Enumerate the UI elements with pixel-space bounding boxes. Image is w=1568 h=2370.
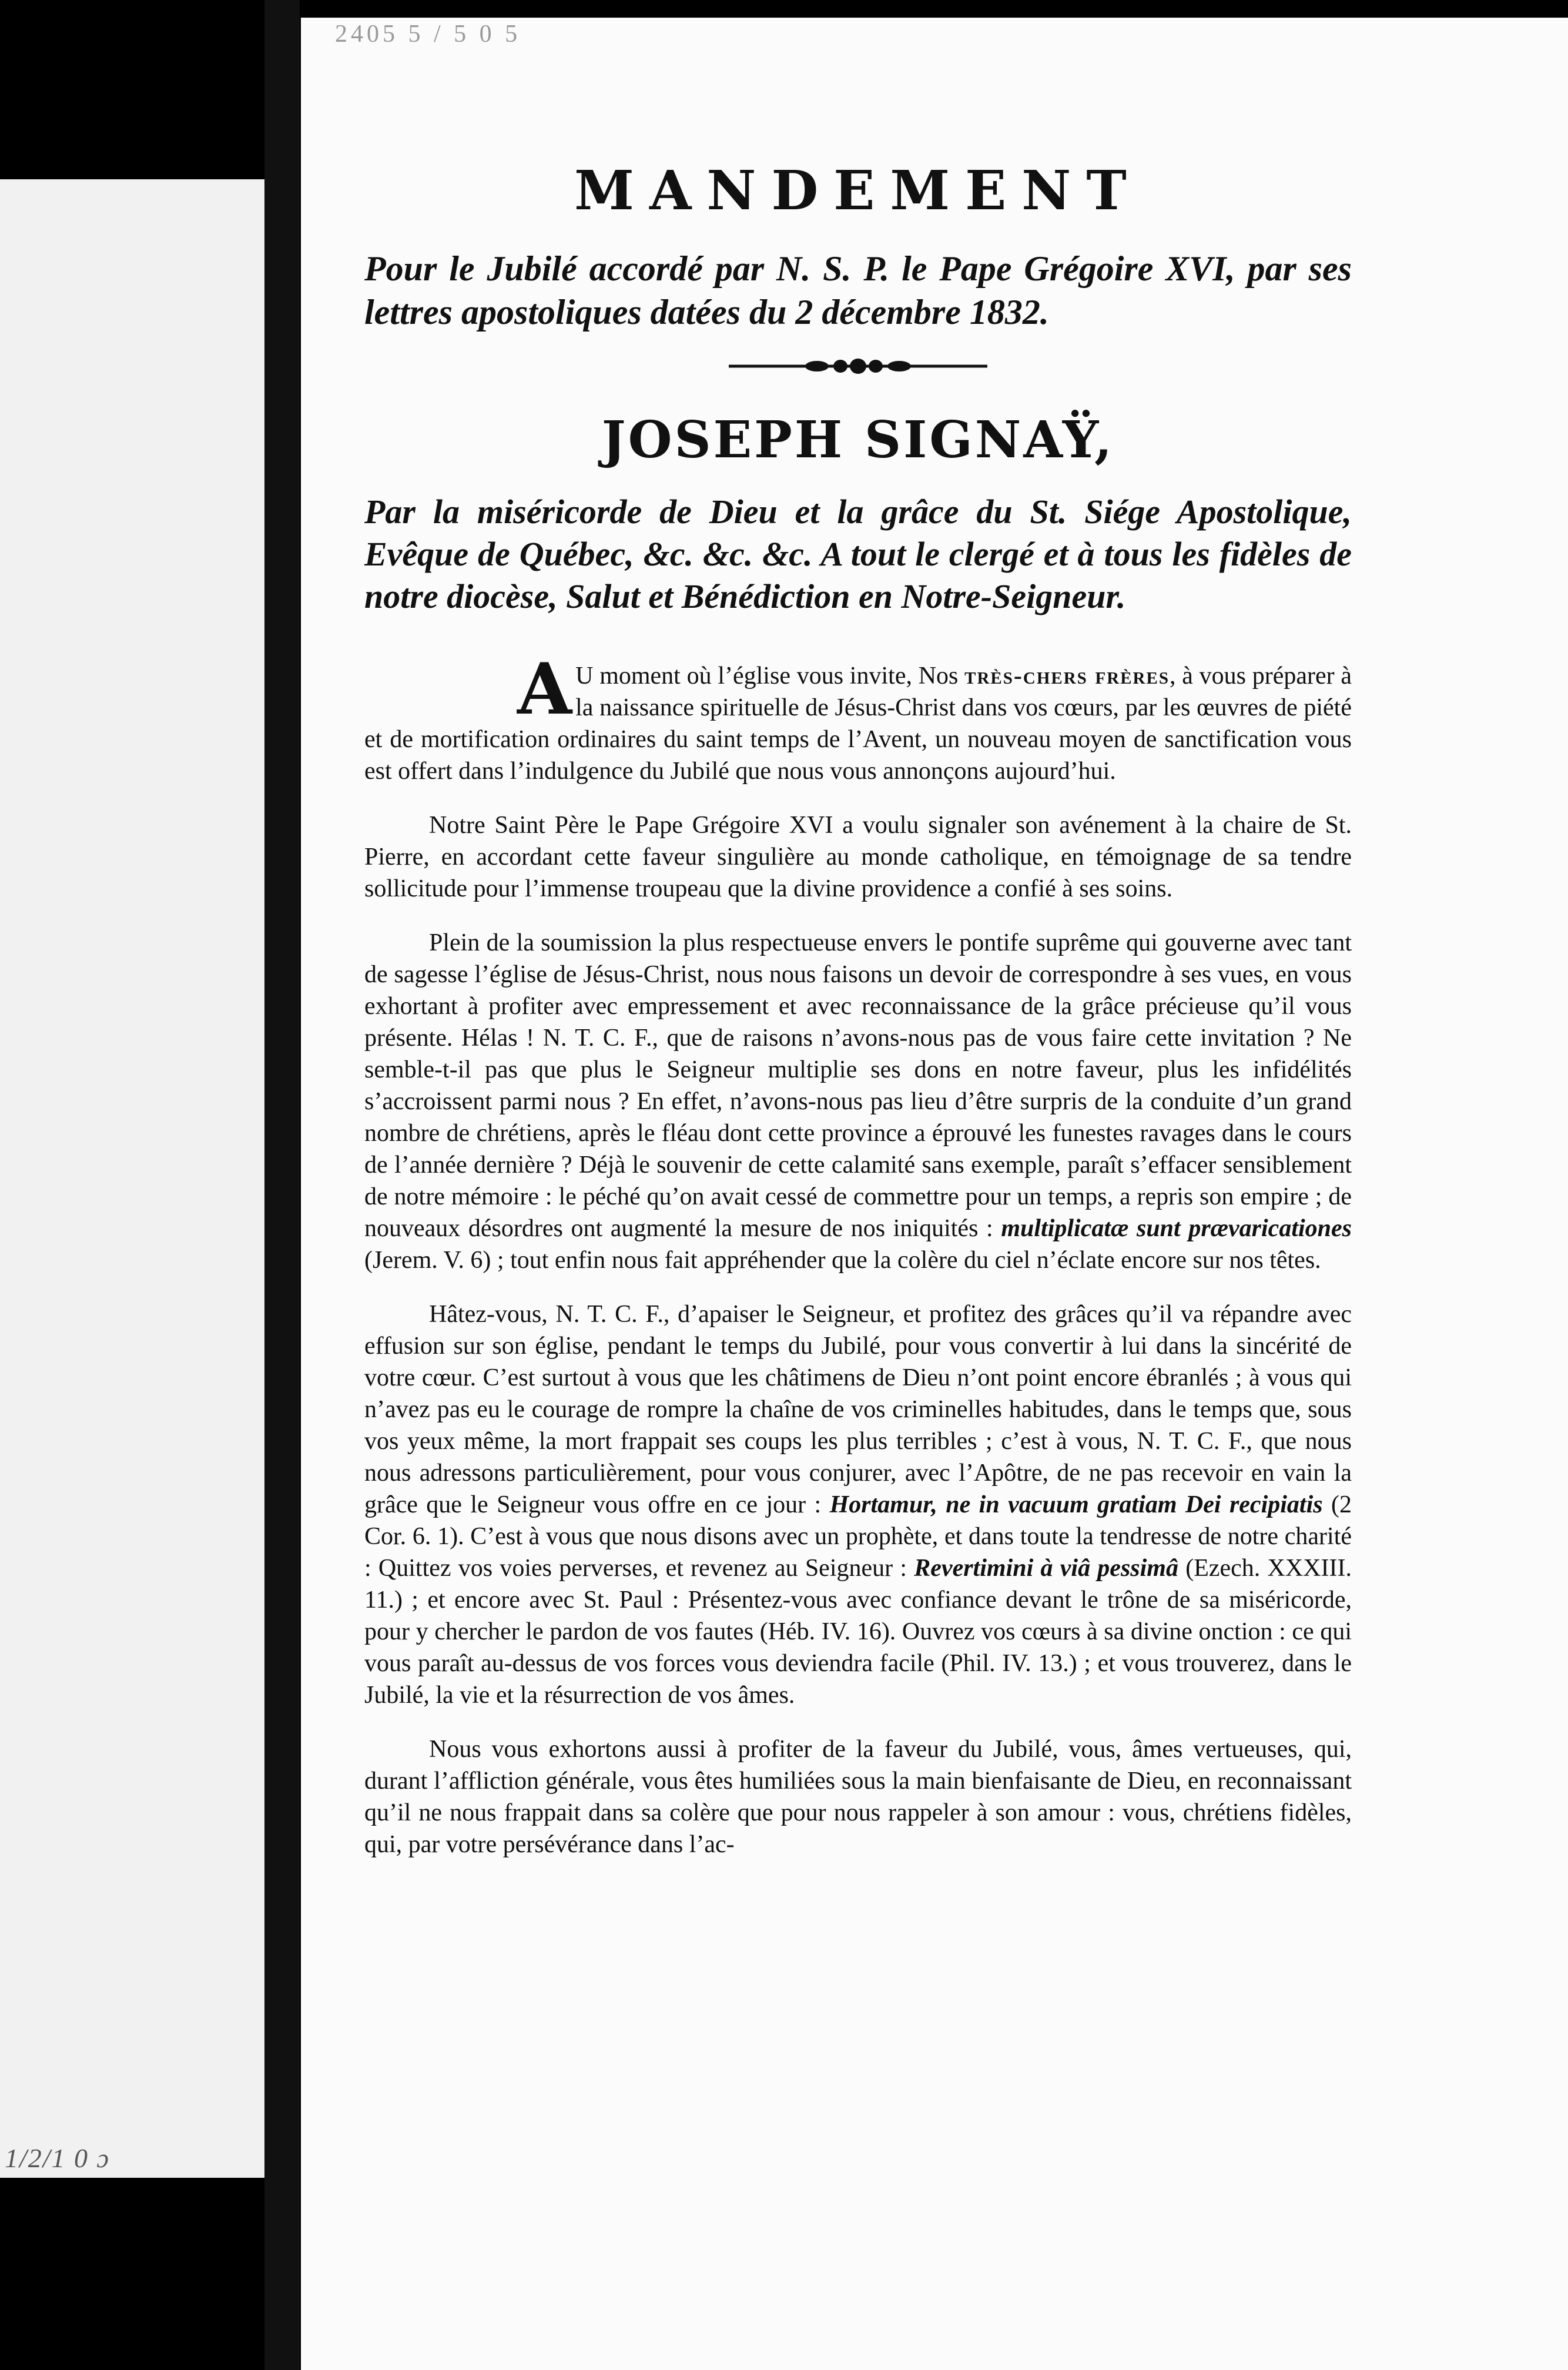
text-run: , à vous préparer à la naissance spirituelle de Jésus-Christ dans vos cœurs, par les œuvres de piété et de mortification ordinaires du saint temps de l’Avent, un nouveau moyen de sanctification vous est offert dans l’indulgence du Jubilé que nous vous annonçons aujourd’hui. — [364, 662, 1352, 785]
text-run: (Jerem. V. 6) ; tout enfin nous fait appréhender que la colère du ciel n’éclate encore sur nos têtes. — [364, 1247, 1321, 1274]
archive-reference: 2405 5 / 5 0 5 — [335, 21, 521, 48]
paragraph: Notre Saint Père le Pape Grégoire XVI a voulu signaler son avénement à la chaire de St. Pierre, en accordant cette faveur singulière au monde catholique, en témoignage de sa tendre sollicitude pour l’immense troupeau que la divine providence a confié à ses soins. — [364, 812, 1352, 902]
adjacent-page — [0, 179, 264, 2178]
text-run: Plein de la soumission la plus respectueuse envers le pontife suprême qui gouverne avec tant de sagesse l’église de Jésus-Christ, nous nous faisons un devoir de correspondre à ses vues, en vous exhortant à profiter avec empressement et avec reconnaissance de la grâce précieuse qu’il vous présente. Hélas ! N. T. C. F., que de raisons n’avons-nous pas de vous faire cette invitation ? Ne semble-t-il pas que plus le Seigneur multiplie ses dons en notre faveur, plus les infidélités s’accroissent parmi nous ? En effet, n’avons-nous pas lieu d’être surpris de la conduite d’un grand nombre de chrétiens, après le fléau dont cette province a éprouvé les funestes ravages dans le cours de l’année dernière ? Déjà le souvenir de cette calamité sans exemple, paraît s’effacer sensiblement de notre mémoire : le péché qu’on avait cessé de commettre pour un temps, a repris son empire ; de nouveaux désordres ont augmenté la mesure de nos iniquités : — [364, 929, 1352, 1242]
bishop-name: JOSEPH SIGNAŸ, — [601, 410, 1115, 470]
binding-shadow — [264, 0, 300, 2370]
text-run: U moment où l’église vous invite, Nos — [575, 662, 965, 689]
bishop-address: Par la miséricorde de Dieu et la grâce du St. Siége Apostolique, Evêque de Québec, &c. &c. &c. A tout le clergé et à tous les fidèles de notre diocèse, Salut et Bénédiction en Notre-Seigneur. — [364, 493, 1352, 615]
text-run: (Ezech. XXXIII. 11.) ; et encore avec St. Paul : Présentez-vous avec confiance devant le trône de sa miséricorde, pour y chercher le pardon de vos fautes (Héb. IV. 16). Ouvrez vos cœurs à sa divine onction : ce qui vous paraît au-dessus de vos forces vous deviendra facile (Phil. IV. 13.) ; et vous trouverez, dans le Jubilé, la vie et la résurrection de vos âmes. — [364, 1555, 1352, 1709]
latin-quote: multiplicatæ sunt prævaricationes — [1001, 1215, 1352, 1242]
latin-quote: Hortamur, ne in vacuum gratiam Dei recipiatis — [829, 1491, 1323, 1518]
latin-quote: Revertimini à viâ pessimâ — [914, 1555, 1178, 1582]
document-content — [364, 141, 1352, 1883]
document-subtitle: Pour le Jubilé accordé par N. S. P. le Pape Grégoire XVI, par ses lettres apostoliques datées du 2 décembre 1832. — [364, 249, 1352, 332]
ornament-divider — [729, 357, 987, 375]
drop-cap: A — [517, 648, 572, 731]
paragraph — [364, 648, 1352, 787]
salutation: très-chers frères — [964, 662, 1170, 689]
document-title: MANDEMENT — [574, 159, 1142, 222]
paragraph — [364, 927, 1352, 1276]
left-marginalia: 1/2/1 0 ɔ — [5, 2143, 110, 2173]
paragraph: Nous vous exhortons aussi à profiter de la faveur du Jubilé, vous, âmes vertueuses, qui, durant l’affliction générale, vous êtes humiliées sous la main bienfaisante de Dieu, en reconnaissant qu’il ne nous frappait dans sa colère que pour nous rappeler à son amour : vous, chrétiens fidèles, qui, par votre persévérance dans l’ac- — [364, 1736, 1352, 1858]
text-run: (2 Cor. 6. 1). C’est à vous que nous disons avec un prophète, et dans toute la tendresse de notre charité : Quittez vos voies perverses, et revenez au Seigneur : — [364, 1491, 1352, 1582]
paragraph — [364, 1298, 1352, 1711]
text-run: Hâtez-vous, N. T. C. F., d’apaiser le Seigneur, et profitez des grâces qu’il va répandre avec effusion sur son église, pendant le temps du Jubilé, pour vous convertir à lui dans la sincérité de votre cœur. C’est surtout à vous que les châtimens de Dieu n’ont point encore ébranlés ; à vous qui n’avez pas eu le courage de rompre la chaîne de vos criminelles habitudes, dans le temps que, sous vos yeux même, la mort frappait ses coups les plus terribles ; c’est à vous, N. T. C. F., que nous nous adressons particulièrement, pour vous conjurer, avec l’Apôtre, de ne pas recevoir en vain la grâce que le Seigneur vous offre en ce jour : — [364, 1301, 1352, 1518]
